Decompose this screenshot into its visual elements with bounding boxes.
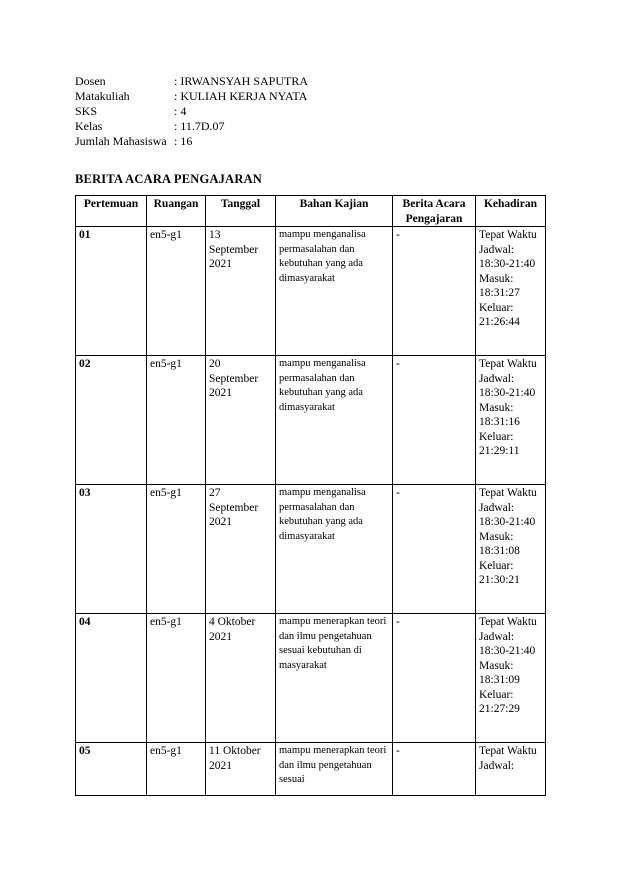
cell-tanggal: 27 September 2021 [206,485,276,614]
meta-label: Kelas [75,119,103,133]
header-berita-acara: Berita Acara Pengajaran [393,196,476,227]
cell-tanggal: 11 Oktober 2021 [206,743,276,796]
table-row [76,356,546,485]
document-meta [75,74,308,149]
cell-tanggal: 13 September 2021 [206,227,276,356]
meta-row-dosen [75,74,308,89]
cell-bahan-kajian: mampu menerapkan teori dan ilmu pengetahuan sesuai [276,743,393,796]
cell-ruangan: en5-g1 [147,356,206,485]
meta-row-sks [75,104,308,119]
cell-berita-acara: - [393,485,476,614]
meta-row-jumlah-mahasiswa [75,134,308,149]
cell-berita-acara: - [393,356,476,485]
table-row [76,743,546,796]
cell-pertemuan: 03 [76,485,147,614]
cell-pertemuan: 01 [76,227,147,356]
cell-bahan-kajian: mampu menganalisa permasalahan dan kebutuhan yang ada dimasyarakat [276,485,393,614]
table-row [76,485,546,614]
cell-bahan-kajian: mampu menerapkan teori dan ilmu pengetahuan sesuai kebutuhan di masyarakat [276,614,393,743]
table-row [76,227,546,356]
cell-berita-acara: - [393,227,476,356]
section-title: BERITA ACARA PENGAJARAN [75,172,263,186]
meta-value: : 16 [174,134,193,148]
cell-ruangan: en5-g1 [147,485,206,614]
cell-ruangan: en5-g1 [147,227,206,356]
meta-label: SKS [75,104,98,118]
cell-pertemuan: 02 [76,356,147,485]
cell-bahan-kajian: mampu menganalisa permasalahan dan kebutuhan yang ada dimasyarakat [276,356,393,485]
meta-row-matakuliah [75,89,308,104]
meta-label: Dosen [75,74,106,88]
cell-tanggal: 20 September 2021 [206,356,276,485]
header-kehadiran: Kehadiran [476,196,546,227]
cell-kehadiran: Tepat Waktu Jadwal: 18:30-21:40 Masuk: 18:31:09 Keluar: 21:27:29 [476,614,546,743]
cell-bahan-kajian: mampu menganalisa permasalahan dan kebutuhan yang ada dimasyarakat [276,227,393,356]
cell-kehadiran: Tepat Waktu Jadwal: [476,743,546,796]
meta-value: : 11.7D.07 [174,119,225,133]
meta-label: Jumlah Mahasiswa [75,134,167,148]
table-header-row [76,196,546,227]
cell-ruangan: en5-g1 [147,743,206,796]
meta-label: Matakuliah [75,89,130,103]
cell-kehadiran: Tepat Waktu Jadwal: 18:30-21:40 Masuk: 18:31:27 Keluar: 21:26:44 [476,227,546,356]
header-ruangan: Ruangan [147,196,206,227]
berita-acara-table [75,195,546,796]
cell-kehadiran: Tepat Waktu Jadwal: 18:30-21:40 Masuk: 18:31:16 Keluar: 21:29:11 [476,356,546,485]
cell-pertemuan: 05 [76,743,147,796]
cell-ruangan: en5-g1 [147,614,206,743]
header-bahan-kajian: Bahan Kajian [276,196,393,227]
cell-berita-acara: - [393,614,476,743]
header-pertemuan: Pertemuan [76,196,147,227]
meta-value: : 4 [174,104,187,118]
header-tanggal: Tanggal [206,196,276,227]
meta-value: : KULIAH KERJA NYATA [174,89,308,103]
table-row [76,614,546,743]
cell-berita-acara: - [393,743,476,796]
meta-row-kelas [75,119,308,134]
cell-tanggal: 4 Oktober 2021 [206,614,276,743]
meta-value: : IRWANSYAH SAPUTRA [174,74,309,88]
cell-pertemuan: 04 [76,614,147,743]
cell-kehadiran: Tepat Waktu Jadwal: 18:30-21:40 Masuk: 18:31:08 Keluar: 21:30:21 [476,485,546,614]
